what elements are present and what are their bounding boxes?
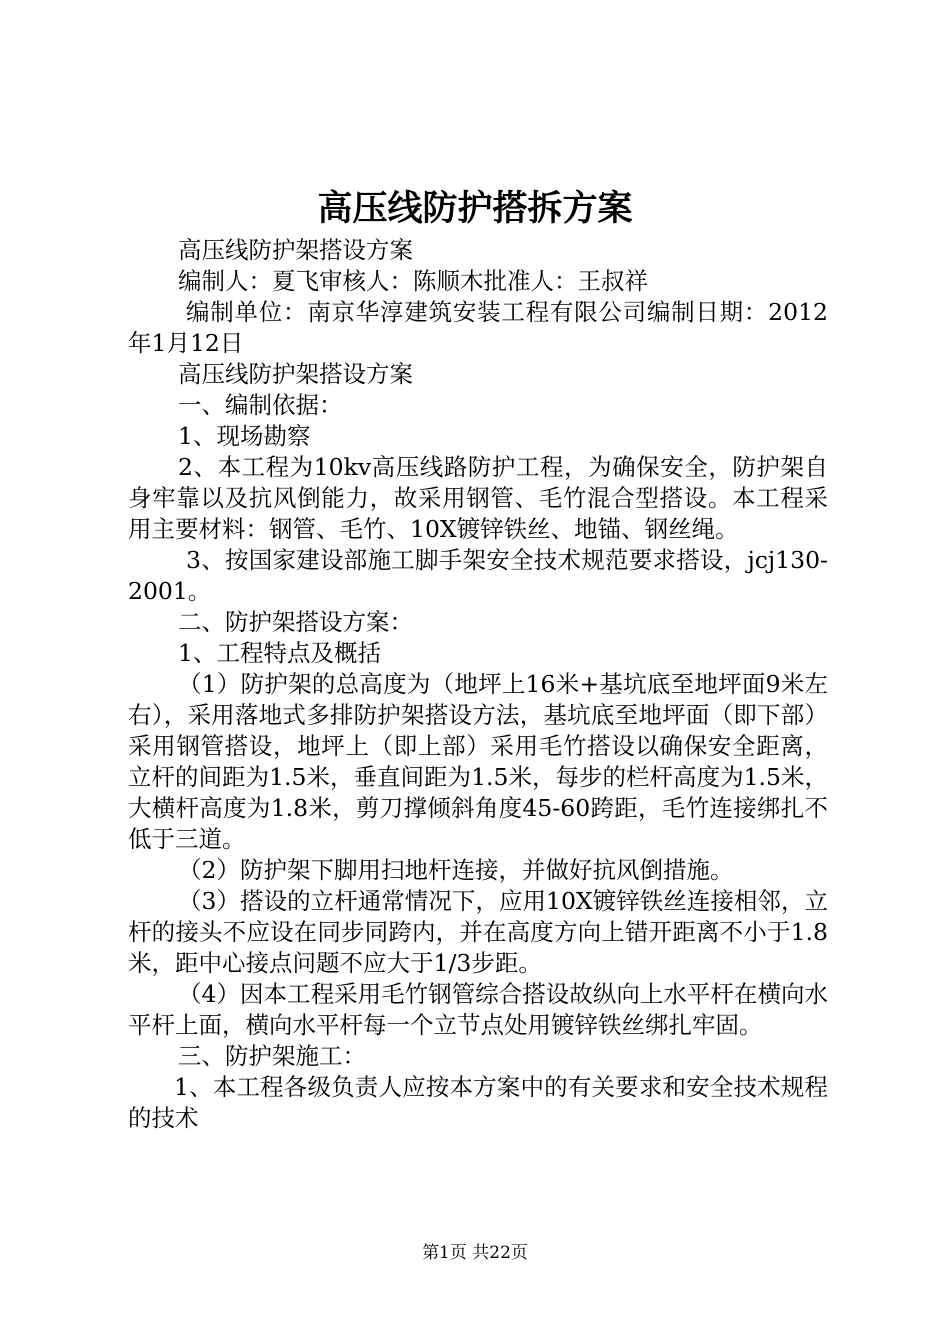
paragraph-authors: 编制人：夏飞审核人：陈顺木批准人：王叔祥 [178, 267, 648, 295]
paragraph-item-3: （3）搭设的立杆通常情况下，应用10X镀锌铁丝连接相邻，立杆的接头不应设在同步同跨内，并在高度方向上错开距离不小于1.8米，距中心接点问题不应大于1/3步距。 [128, 887, 828, 977]
paragraph-org-date: 编制单位：南京华淳建筑安装工程有限公司编制日期：2012年1月12日 [128, 298, 828, 357]
paragraph-subtitle-repeat: 高压线防护架搭设方案 [178, 360, 413, 388]
paragraph-subtitle: 高压线防护架搭设方案 [178, 236, 413, 264]
section-heading-scheme: 二、防护架搭设方案： [178, 608, 413, 636]
paragraph-item-1: （1）防护架的总高度为（地坪上16米+基坑底至地坪面9米左右），采用落地式多排防护架搭设方法，基坑底至地坪面（即下部）采用钢管搭设，地坪上（即上部）采用毛竹搭设以确保安全距离，立杆的间距为1.5米，垂直间距为1.5米，每步的栏杆高度为1.5米，大横杆高度为1.8米，剪刀撑倾斜角度45-60跨距，毛竹连接绑扎不低于三道。 [128, 670, 828, 853]
paragraph-standard: 3、按国家建设部施工脚手架安全技术规范要求搭设，jcj130-2001。 [128, 546, 828, 605]
paragraph-item-4: （4）因本工程采用毛竹钢管综合搭设故纵向上水平杆在横向水平杆上面，横向水平杆每一个立节点处用镀锌铁丝绑扎牢固。 [128, 980, 828, 1039]
paragraph-item-2: （2）防护架下脚用扫地杆连接，并做好抗风倒措施。 [178, 856, 734, 884]
section-heading-basis: 一、编制依据： [178, 391, 343, 419]
page-footer: 第1页 共22页 [422, 1243, 528, 1263]
section-heading-construction: 三、防护架施工： [178, 1042, 366, 1070]
document-body [128, 235, 828, 1134]
paragraph-project-materials: 2、本工程为10kv高压线路防护工程，为确保安全，防护架自身牢靠以及抗风倒能力，故采用钢管、毛竹混合型搭设。本工程采用主要材料：钢管、毛竹、10X镀锌铁丝、地锚、钢丝绳。 [128, 453, 828, 543]
paragraph-responsibility: 1、本工程各级负责人应按本方案中的有关要求和安全技术规程的技术 [128, 1073, 828, 1132]
paragraph-features-heading: 1、工程特点及概括 [178, 639, 381, 667]
paragraph-site-survey: 1、现场勘察 [178, 422, 311, 450]
document-title: 高压线防护搭拆方案 [317, 188, 633, 229]
